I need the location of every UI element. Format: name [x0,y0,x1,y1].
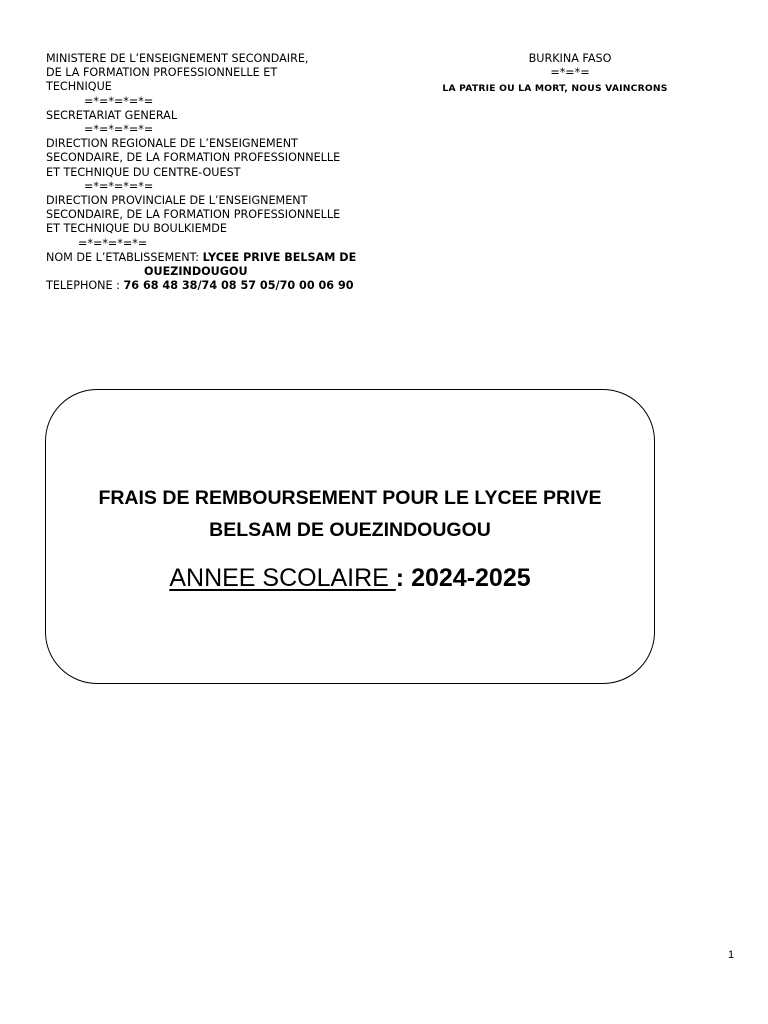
document-title-line-1: FRAIS DE REMBOURSEMENT POUR LE LYCEE PRIVE [98,487,602,509]
school-year-separator: : [395,564,412,592]
secretariat-line: SECRETARIAT GENERAL [46,108,178,122]
school-year-label: ANNEE SCOLAIRE [169,564,396,592]
document-title [46,482,654,546]
ministry-line-1: MINISTERE DE L’ENSEIGNEMENT SECONDAIRE, [46,52,309,65]
establishment-name-continued: OUEZINDOUGOU [144,265,248,279]
establishment-line [46,251,426,265]
separator-2: =*=*=*=*= [84,123,154,137]
regional-line-2: SECONDAIRE, DE LA FORMATION PROFESSIONNELLE [46,151,341,165]
country-separator: =*=*= [550,66,590,80]
title-box [45,389,655,684]
ministry-line-2: DE LA FORMATION PROFESSIONNELLE ET [46,66,278,80]
provincial-line-3: ET TECHNIQUE DU BOULKIEMDE [46,222,227,236]
regional-line-1: DIRECTION REGIONALE DE L’ENSEIGNEMENT [46,137,298,151]
establishment-label: NOM DE L’ETABLISSEMENT: [46,250,203,264]
school-year [46,562,654,594]
school-year-value: 2024-2025 [411,564,531,592]
provincial-line-1: DIRECTION PROVINCIALE DE L’ENSEIGNEMENT [46,194,308,208]
page-number: 1 [728,949,735,961]
country-name: BURKINA FASO [528,52,612,65]
separator-4: =*=*=*=*= [78,236,148,250]
separator-1: =*=*=*=*= [84,94,154,108]
phone-numbers: 76 68 48 38/74 08 57 05/70 00 06 90 [123,279,354,293]
national-motto: LA PATRIE OU LA MORT, NOUS VAINCRONS [442,83,668,95]
regional-line-3: ET TECHNIQUE DU CENTRE-OUEST [46,165,241,179]
establishment-name: LYCEE PRIVE BELSAM DE [202,250,357,264]
ministry-line-3: TECHNIQUE [46,80,112,94]
phone-line [46,279,426,293]
provincial-line-2: SECONDAIRE, DE LA FORMATION PROFESSIONNELLE [46,208,341,222]
phone-label: TELEPHONE : [46,279,124,293]
separator-3: =*=*=*=*= [84,179,154,193]
document-title-line-2: BELSAM DE OUEZINDOUGOU [209,519,491,541]
ministry-header [46,52,426,293]
country-header [420,52,690,97]
